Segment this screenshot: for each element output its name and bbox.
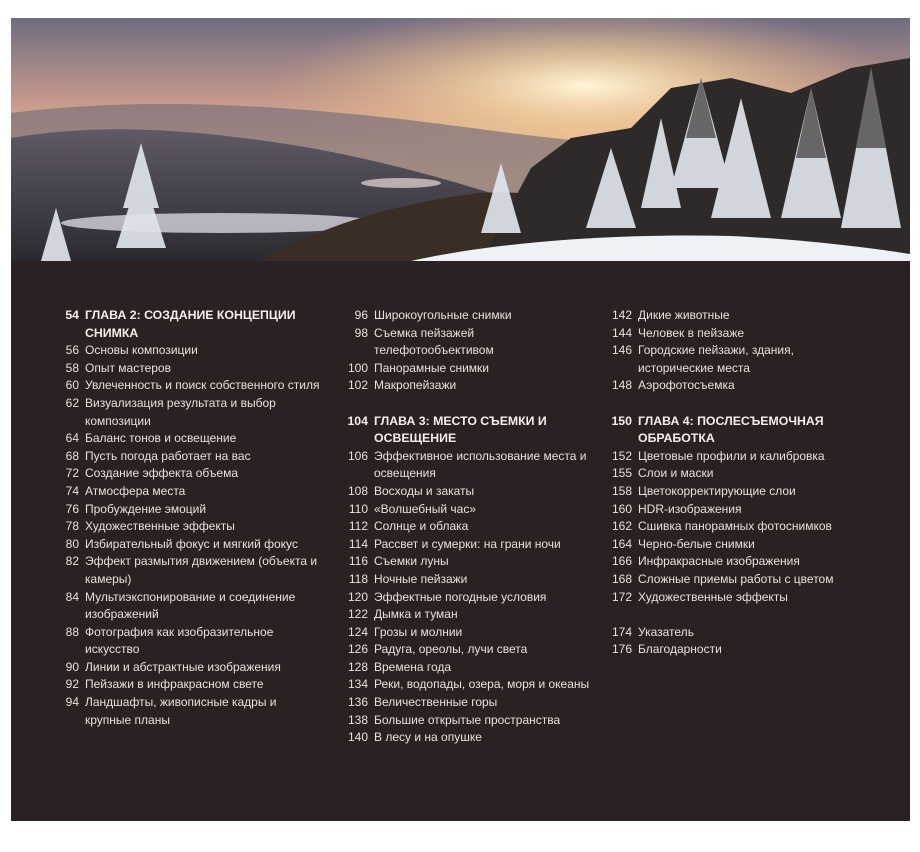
toc-entry (338, 676, 590, 694)
toc-title: Грозы и молнии (374, 624, 463, 639)
toc-entry (338, 536, 590, 554)
toc-title: ГЛАВА 4: ПОСЛЕСЪЕМОЧНАЯ ОБРАБОТКА (638, 413, 824, 446)
toc-chapter-heading (61, 307, 323, 342)
toc-title: Панорамные снимки (374, 360, 489, 375)
toc-entry (61, 483, 323, 501)
toc-column-1 (61, 307, 323, 729)
toc-title: Макропейзажи (374, 378, 457, 393)
toc-entry (338, 360, 590, 378)
toc-entry (602, 571, 872, 589)
toc-page-number: 82 (65, 554, 79, 569)
toc-page-number: 160 (611, 501, 632, 516)
toc-column-2 (338, 307, 590, 747)
toc-title: Съемка пейзажей телефотообъективом (374, 325, 494, 358)
toc-page-number: 120 (347, 589, 368, 604)
toc-entry (338, 606, 590, 624)
toc-entry (338, 694, 590, 712)
toc-entry (338, 712, 590, 730)
toc-page-number: 64 (65, 431, 79, 446)
toc-chapter-heading (602, 413, 872, 448)
toc-page-number: 104 (347, 413, 368, 428)
toc-entry (338, 377, 590, 395)
toc-entry (61, 501, 323, 519)
toc-title: HDR-изображения (638, 501, 742, 516)
toc-title: Радуга, ореолы, лучи света (374, 642, 528, 657)
toc-title: Визуализация результата и выбор композиции (85, 395, 276, 428)
toc-page-number: 84 (65, 589, 79, 604)
toc-entry (602, 536, 872, 554)
toc-title: Указатель (638, 624, 694, 639)
toc-title: Пробуждение эмоций (85, 501, 207, 516)
toc-title: Эффект размытия движением (объекта и камеры) (85, 554, 318, 586)
toc-page-number: 88 (65, 624, 79, 639)
toc-title: Рассвет и сумерки: на грани ночи (374, 536, 561, 551)
toc-entry (602, 553, 872, 571)
toc-spacer (602, 606, 872, 624)
toc-title: Линии и абстрактные изображения (85, 659, 281, 674)
toc-page-number: 80 (65, 536, 79, 551)
toc-entry (602, 377, 872, 395)
toc-entry (61, 694, 323, 729)
toc-title: ГЛАВА 3: МЕСТО СЪЕМКИ И ОСВЕЩЕНИЕ (374, 413, 547, 446)
toc-entry (61, 377, 323, 395)
toc-entry (61, 430, 323, 448)
toc-entry (602, 448, 872, 466)
toc-page-number: 102 (347, 378, 368, 393)
toc-entry (61, 360, 323, 378)
book-page (11, 18, 910, 821)
toc-title: Увлеченность и поиск собственного стиля (85, 378, 320, 393)
toc-entry (61, 342, 323, 360)
toc-entry (338, 518, 590, 536)
toc-page-number: 166 (611, 554, 632, 569)
toc-entry (602, 325, 872, 343)
toc-title: Художественные эффекты (638, 589, 788, 604)
winter-forest-sunset-photo (11, 18, 910, 261)
toc-title: Эффективное использование места и освещения (374, 448, 587, 481)
toc-page-number: 110 (348, 501, 368, 516)
toc-title: Величественные горы (374, 695, 498, 710)
toc-page-number: 122 (347, 607, 368, 622)
toc-entry (338, 624, 590, 642)
toc-title: Благодарности (638, 642, 722, 657)
toc-page-number: 76 (65, 501, 79, 516)
toc-entry (61, 536, 323, 554)
toc-entry (602, 589, 872, 607)
toc-title: Сшивка панорамных фотоснимков (638, 519, 832, 534)
toc-page-number: 155 (611, 466, 632, 481)
toc-entry (338, 589, 590, 607)
toc-page-number: 140 (347, 730, 368, 745)
toc-title: Атмосфера места (85, 483, 186, 498)
toc-entry (602, 624, 872, 642)
toc-entry (61, 518, 323, 536)
toc-entry (338, 483, 590, 501)
toc-entry (338, 501, 590, 519)
toc-page-number: 158 (611, 483, 632, 498)
toc-page-number: 176 (611, 642, 632, 657)
toc-title: Пусть погода работает на вас (85, 448, 251, 463)
toc-entry (602, 342, 872, 377)
toc-entry (338, 729, 590, 747)
toc-title: Городские пейзажи, здания, исторические места (638, 343, 794, 375)
toc-entry (602, 465, 872, 483)
toc-entry (338, 553, 590, 571)
toc-page-number: 92 (65, 677, 79, 692)
toc-page-number: 62 (65, 395, 79, 410)
toc-entry (602, 307, 872, 325)
toc-page-number: 124 (347, 624, 368, 639)
toc-entry (338, 659, 590, 677)
toc-title: ГЛАВА 2: СОЗДАНИЕ КОНЦЕПЦИИ СНИМКА (85, 308, 296, 340)
toc-entry (61, 589, 323, 624)
toc-page-number: 136 (347, 695, 368, 710)
toc-page-number: 100 (347, 360, 368, 375)
toc-title: Сложные приемы работы с цветом (638, 571, 834, 586)
toc-page-number: 106 (347, 448, 368, 463)
toc-page-number: 128 (347, 659, 368, 674)
toc-page-number: 74 (65, 483, 79, 498)
toc-title: Фотография как изобразительное искусство (85, 624, 274, 657)
toc-page-number: 168 (611, 571, 632, 586)
toc-title: Широкоугольные снимки (374, 308, 512, 322)
toc-entry (338, 641, 590, 659)
toc-title: Солнце и облака (374, 519, 469, 534)
toc-page-number: 68 (65, 448, 79, 463)
toc-title: Ночные пейзажи (374, 571, 468, 586)
toc-page-number: 112 (348, 519, 368, 534)
toc-entry (602, 518, 872, 536)
toc-title: Опыт мастеров (85, 360, 171, 375)
toc-title: Художественные эффекты (85, 519, 235, 534)
toc-title: Слои и маски (638, 466, 714, 481)
toc-entry (61, 395, 323, 430)
toc-page-number: 60 (65, 378, 79, 393)
toc-entry (338, 325, 590, 360)
toc-title: «Волшебный час» (374, 501, 477, 516)
toc-page-number: 164 (611, 536, 632, 551)
toc-page-number: 152 (611, 448, 632, 463)
toc-page-number: 58 (65, 360, 79, 375)
toc-page-number: 78 (65, 519, 79, 534)
toc-entry (602, 501, 872, 519)
toc-page-number: 174 (611, 624, 632, 639)
toc-page-number: 134 (347, 677, 368, 692)
toc-title: Эффектные погодные условия (374, 589, 547, 604)
toc-title: Создание эффекта объема (85, 466, 238, 481)
toc-page-number: 94 (65, 695, 79, 710)
toc-page-number: 54 (65, 308, 79, 322)
toc-entry (61, 659, 323, 677)
toc-page-number: 138 (347, 712, 368, 727)
toc-title: Цветокорректирующие слои (638, 483, 796, 498)
toc-entry (602, 641, 872, 659)
toc-page-number: 146 (611, 343, 632, 358)
toc-page-number: 162 (611, 519, 632, 534)
toc-title: Реки, водопады, озера, моря и океаны (374, 677, 590, 692)
toc-title: Дикие животные (638, 308, 730, 322)
toc-title: Основы композиции (85, 343, 198, 358)
toc-page-number: 118 (348, 571, 368, 586)
toc-title: Ландшафты, живописные кадры и крупные планы (85, 695, 277, 727)
toc-title: Человек в пейзаже (638, 325, 745, 340)
toc-title: Съемки луны (374, 554, 449, 569)
toc-title: Цветовые профили и калибровка (638, 448, 825, 463)
toc-page-number: 150 (611, 413, 632, 428)
toc-entry (602, 483, 872, 501)
toc-page-number: 108 (347, 483, 368, 498)
toc-page-number: 142 (611, 308, 632, 322)
toc-entry (338, 571, 590, 589)
toc-title: В лесу и на опушке (374, 730, 482, 745)
toc-spacer (602, 395, 872, 413)
toc-page-number: 144 (611, 325, 632, 340)
toc-entry (61, 448, 323, 466)
toc-title: Большие открытые пространства (374, 712, 561, 727)
toc-entry (61, 465, 323, 483)
toc-title: Избирательный фокус и мягкий фокус (85, 536, 298, 551)
toc-title: Черно-белые снимки (638, 536, 755, 551)
toc-title: Мультиэкспонирование и соединение изображений (85, 589, 296, 622)
toc-title: Инфракрасные изображения (638, 554, 800, 569)
toc-column-3 (602, 307, 872, 659)
toc-page-number: 72 (65, 466, 79, 481)
toc-spacer (338, 395, 590, 413)
toc-entry (61, 676, 323, 694)
toc-page-number: 116 (348, 554, 368, 569)
toc-title: Аэрофотосъемка (638, 378, 735, 393)
toc-entry (338, 307, 590, 325)
toc-entry (61, 553, 323, 588)
toc-entry (61, 624, 323, 659)
toc-title: Дымка и туман (374, 607, 458, 622)
toc-title: Восходы и закаты (374, 483, 475, 498)
toc-title: Пейзажи в инфракрасном свете (85, 677, 264, 692)
toc-page-number: 126 (347, 642, 368, 657)
toc-page-number: 90 (65, 659, 79, 674)
toc-title: Времена года (374, 659, 452, 674)
toc-chapter-heading (338, 413, 590, 448)
toc-page-number: 172 (611, 589, 632, 604)
toc-page-number: 98 (354, 325, 368, 340)
toc-title: Баланс тонов и освещение (85, 431, 237, 446)
toc-page-number: 96 (354, 308, 368, 322)
toc-page-number: 114 (348, 536, 368, 551)
toc-entry (338, 448, 590, 483)
toc-page-number: 56 (65, 343, 79, 358)
toc-page-number: 148 (611, 378, 632, 393)
